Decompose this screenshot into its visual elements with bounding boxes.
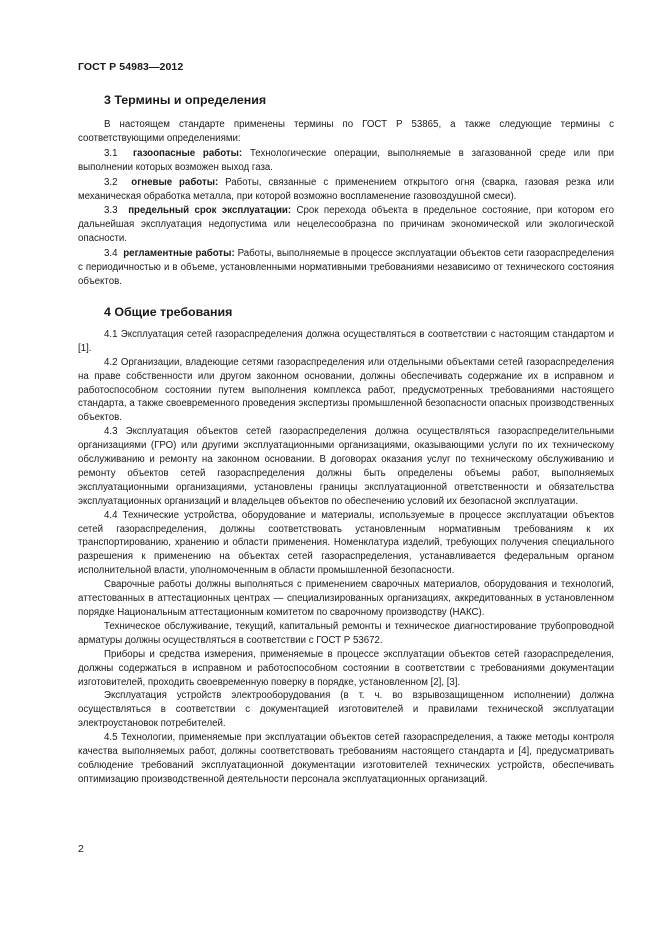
paragraph-4-5: 4.5 Технологии, применяемые при эксплуатации объектов сетей газораспределения, а также методы контроля качества выполняемых работ, должны соответствовать требованиям настоящего стандарта и [4], предусматривать соблюдение требований эксплуатационной документации изготовителей технических устройств, обеспечивать оптимизацию производственной деятельности персонала эксплуатационных организаций. xyxy=(78,732,614,785)
term-3-2-name: огневые работы: xyxy=(131,176,219,188)
term-3-1: 3.1 газоопасные работы: Технологические операции, выполняемые в загазованной среде или при выполнении которых возможен выход газа. xyxy=(78,147,614,173)
term-3-3-name: предельный срок эксплуатации: xyxy=(128,205,292,217)
term-3-2: 3.2 огневые работы: Работы, связанные с применением открытого огня (сварка, газовая резка или механическая обработка металла, при которой возможно воспламенение газовоздушной смеси). xyxy=(78,176,615,202)
paragraph-maintenance: Техническое обслуживание, текущий, капитальный ремонты и техническое диагностирование трубопроводной арматуры должны осуществляться в соответствии с ГОСТ Р 53672. xyxy=(78,620,614,646)
page-number: 2 xyxy=(78,843,84,855)
paragraph-4-2: 4.2 Организации, владеющие сетями газораспределения или отдельными объектами сетей газораспределения на праве собственности или другом законном основании, должны обеспечивать содержание их в исправном и работоспособном состоянии путем выполнения комплекса работ, предусмотренных требованиями настоящего стандарта, а также своевременного проведения экспертизы промышленной безопасности опасных производственных объектов. xyxy=(78,356,614,424)
section-4-title: 4 Общие требования xyxy=(104,304,233,319)
paragraph-4-4: 4.4 Технические устройства, оборудование и материалы, используемые в процессе эксплуатации объектов сетей газораспределения, должны соответствовать установленным нормативным требованиям к их транспортированию, хранению и области применения. Номенклатура изделий, требующих получения специального разрешения к применению на объектах сетей газораспределения, устанавливается федеральным органом исполнительной власти, уполномоченным в области промышленной безопасности. xyxy=(78,509,614,577)
section-3-title: 3 Термины и определения xyxy=(104,93,267,107)
paragraph-4-1: 4.1 Эксплуатация сетей газораспределения должна осуществляться в соответствии с настоящим стандартом и [1]. xyxy=(78,328,614,354)
paragraph-4-3: 4.3 Эксплуатация объектов сетей газораспределения должна осуществляться газораспределительными организациями (ГРО) или другими эксплуатационными организациями, оказывающими услуги по их техническому обслуживанию и ремонту на законном основании. В договорах оказания услуг по техническому обслуживанию и ремонту объектов сетей газораспределения должны быть определены объемы работ, выполняемых эксплуатационными организациями, установлены границы эксплуатационной ответственности и обязательства эксплуатационных организаций и владельцев объектов по обеспечению условий их безопасной эксплуатации. xyxy=(78,426,614,507)
document-header: ГОСТ Р 54983—2012 xyxy=(78,61,184,73)
paragraph-electrical: Эксплуатация устройств электрооборудования (в т. ч. во взрывозащищенном исполнении) должна осуществляться в соответствии с документацией изготовителей и правилами технической эксплуатации электроустановок потребителей. xyxy=(78,690,614,730)
document-body xyxy=(78,92,614,787)
section-3-intro: В настоящем стандарте применены термины по ГОСТ Р 53865, а также следующие термины с соответствующими определениями: xyxy=(78,119,614,144)
term-3-3: 3.3 предельный срок эксплуатации: Срок перехода объекта в предельное состояние, при котором его дальнейшая эксплуатация недопустима или нецелесообразна по причинам экономической или экологической опасности. xyxy=(78,205,614,245)
term-3-1-name: газоопасные работы: xyxy=(133,147,243,159)
paragraph-instruments: Приборы и средства измерения, применяемые в процессе эксплуатации объектов сетей газораспределения, должны содержаться в исправном и работоспособном состоянии в соответствии с требованиями документации изготовителей, проходить своевременную поверку в порядке, установленном [2], [3]. xyxy=(78,648,614,688)
term-3-4-name: регламентные работы: xyxy=(123,248,235,260)
term-3-4: 3.4 регламентные работы: Работы, выполняемые в процессе эксплуатации объектов сети газораспределения с периодичностью и в объеме, установленными нормативными требованиями независимо от технического состояния объектов. xyxy=(78,248,614,287)
paragraph-welding: Сварочные работы должны выполняться с применением сварочных материалов, оборудования и технологий, аттестованных в аттестационных центрах — специализированных организациях, аккредитованных в установленном порядке Национальным аттестационным комитетом по сварочному производству (НАКС). xyxy=(78,579,614,618)
